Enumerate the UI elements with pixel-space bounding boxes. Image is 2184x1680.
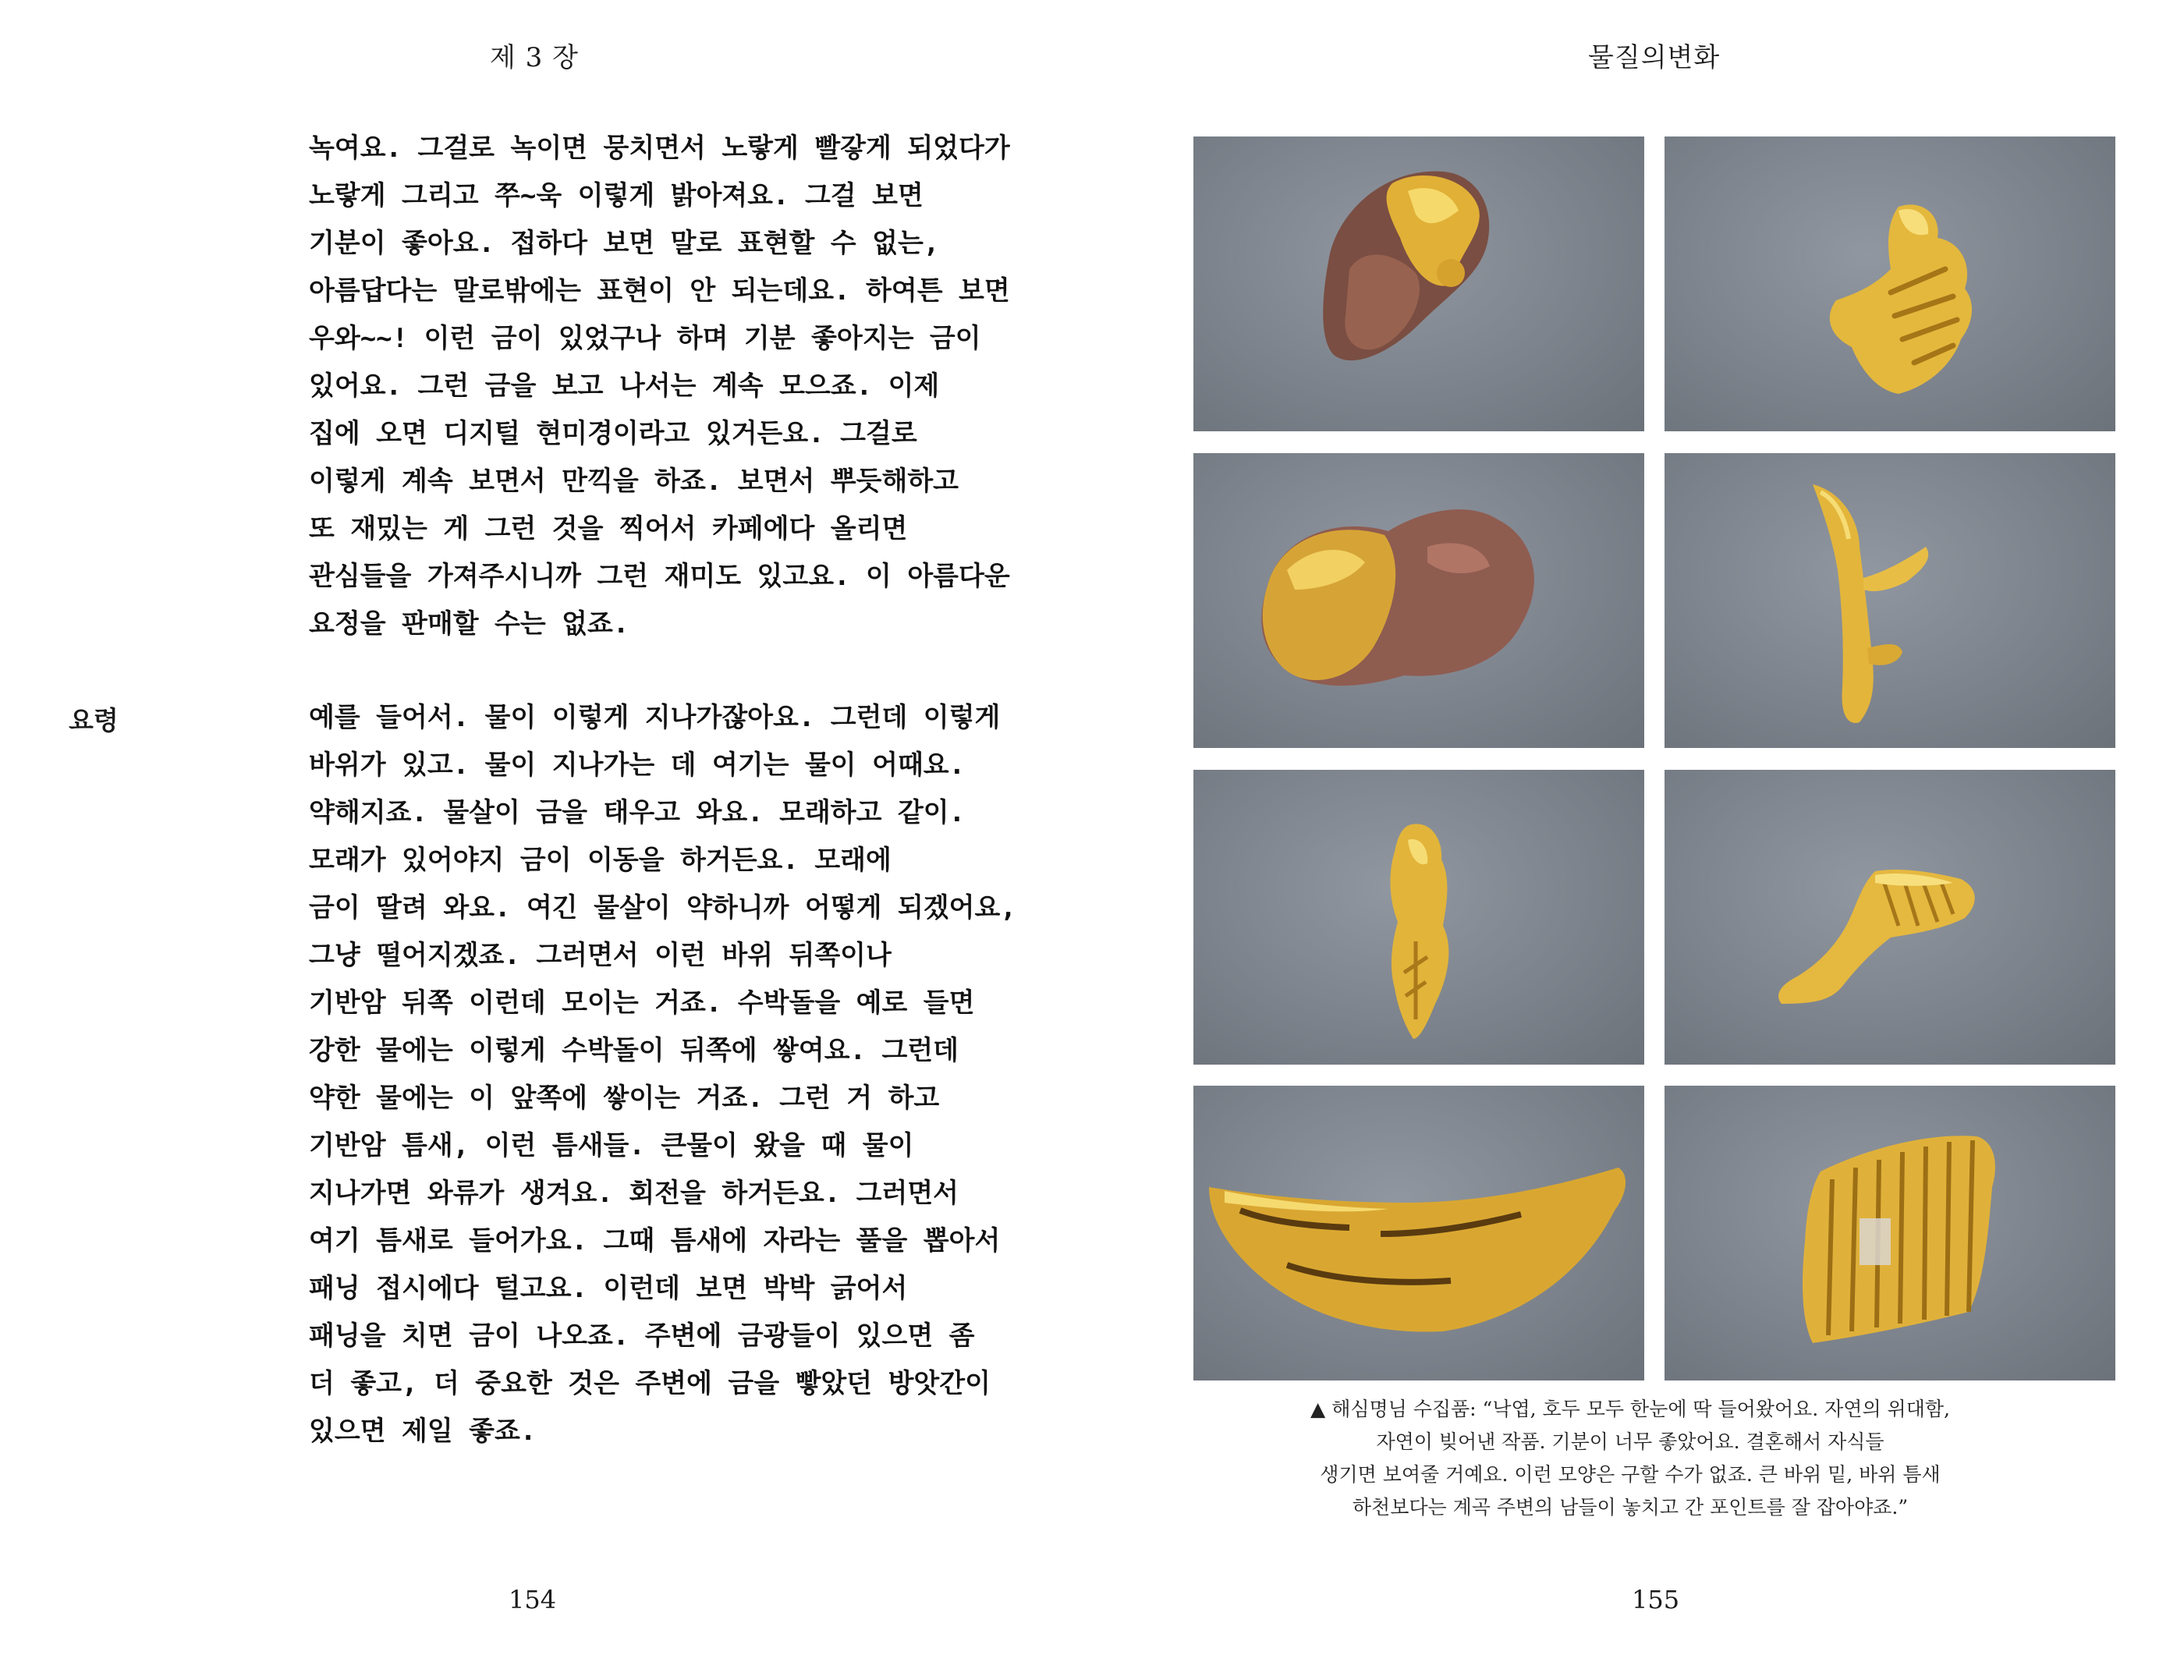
caption-line: ▲ 해심명님 수집품: “낙엽, 호두 모두 한눈에 딱 들어왔어요. 자연의 위대함, xyxy=(1310,1398,1950,1420)
text-line: 약한 물에는 이 앞쪽에 쌓이는 거죠. 그런 거 하고 xyxy=(309,1083,940,1114)
text-line: 아름답다는 말로밖에는 표현이 안 되는데요. 하여튼 보면 xyxy=(309,275,1010,307)
text-line: 요정을 판매할 수는 없죠. xyxy=(309,608,629,640)
page-number: 155 xyxy=(1632,1585,1680,1614)
text-line: 더 좋고, 더 중요한 것은 주변에 금을 빻았던 방앗간이 xyxy=(309,1368,991,1399)
text-line: 패닝을 치면 금이 나오죠. 주변에 금광들이 있으면 좀 xyxy=(309,1320,975,1352)
text-line: 여기 틈새로 들어가요. 그때 틈새에 자라는 풀을 뽑아서 xyxy=(309,1225,1001,1256)
text-line: 기반암 틈새, 이런 틈새들. 큰물이 왔을 때 물이 xyxy=(309,1130,914,1161)
running-head-chapter: 제 3 장 xyxy=(490,42,579,73)
caption-line: 생기면 보여줄 거예요. 이런 모양은 구할 수가 없죠. 큰 바위 밑, 바위 틈새 xyxy=(1320,1463,1941,1486)
text-line: 약해지죠. 물살이 금을 태우고 와요. 모래하고 같이. xyxy=(309,797,966,828)
photo-gold-ribbed xyxy=(1665,1086,2115,1381)
text-line: 그냥 떨어지겠죠. 그러면서 이런 바위 뒤쪽이나 xyxy=(309,940,892,971)
text-line: 금이 딸려 와요. 여긴 물살이 약하니까 어떻게 되겠어요, xyxy=(309,892,1016,923)
body-paragraph-2 xyxy=(309,694,1016,1455)
text-line: 패닝 접시에다 털고요. 이런데 보면 박박 긁어서 xyxy=(309,1273,908,1304)
text-line: 예를 들어서. 물이 이렇게 지나가잖아요. 그런데 이렇게 xyxy=(309,702,1001,733)
text-line: 바위가 있고. 물이 지나가는 데 여기는 물이 어때요. xyxy=(309,750,966,781)
text-line: 강한 물에는 이렇게 수박돌이 뒤쪽에 쌓여요. 그런데 xyxy=(309,1035,959,1066)
caption-line: 자연이 빚어낸 작품. 기분이 너무 좋았어요. 결혼해서 자식들 xyxy=(1376,1430,1884,1453)
photo-gold-leaf-1 xyxy=(1665,136,2115,431)
text-line: 집에 오면 디지털 현미경이라고 있거든요. 그걸로 xyxy=(309,418,917,449)
page-number: 154 xyxy=(509,1585,557,1614)
text-line: 이렇게 계속 보면서 만끽을 하죠. 보면서 뿌듯해하고 xyxy=(309,466,959,497)
body-paragraph-1 xyxy=(309,125,1011,648)
text-line: 모래가 있어야지 금이 이동을 하거든요. 모래에 xyxy=(309,845,892,876)
text-line: 있어요. 그런 금을 보고 나서는 계속 모으죠. 이제 xyxy=(309,370,940,402)
text-line: 지나가면 와류가 생겨요. 회전을 하거든요. 그러면서 xyxy=(309,1178,959,1209)
photo-gold-branch xyxy=(1665,453,2115,748)
text-line: 우와~~! 이런 금이 있었구나 하며 기분 좋아지는 금이 xyxy=(309,323,981,354)
photo-gold-leaf-2 xyxy=(1193,770,1644,1065)
text-line: 기반암 뒤쪽 이런데 모이는 거죠. 수박돌을 예로 들면 xyxy=(309,987,975,1019)
photo-gold-crescent xyxy=(1193,1086,1644,1381)
text-line: 또 재밌는 게 그런 것을 찍어서 카페에다 올리면 xyxy=(309,513,908,544)
photo-gold-rock-2 xyxy=(1193,453,1644,748)
text-line: 녹여요. 그걸로 녹이면 뭉치면서 노랗게 빨갛게 되었다가 xyxy=(309,133,1010,164)
text-line: 있으면 제일 좋죠. xyxy=(309,1416,537,1447)
right-page xyxy=(1092,0,2184,1680)
caption-line: 하천보다는 계곡 주변의 남들이 놓치고 간 포인트를 잘 잡아야죠.” xyxy=(1352,1496,1909,1519)
text-line: 노랗게 그리고 쭈~욱 이렇게 밝아져요. 그걸 보면 xyxy=(309,180,924,211)
text-line: 관심들을 가져주시니까 그런 재미도 있고요. 이 아름다운 xyxy=(309,561,1010,592)
photo-caption xyxy=(1201,1393,2059,1524)
margin-note: 요령 xyxy=(69,705,119,735)
photo-gold-rock-1 xyxy=(1193,136,1644,431)
text-line: 기분이 좋아요. 접하다 보면 말로 표현할 수 없는, xyxy=(309,228,940,259)
running-head-title: 물질의변화 xyxy=(1588,42,1721,73)
photo-gold-leaf-3 xyxy=(1665,770,2115,1065)
